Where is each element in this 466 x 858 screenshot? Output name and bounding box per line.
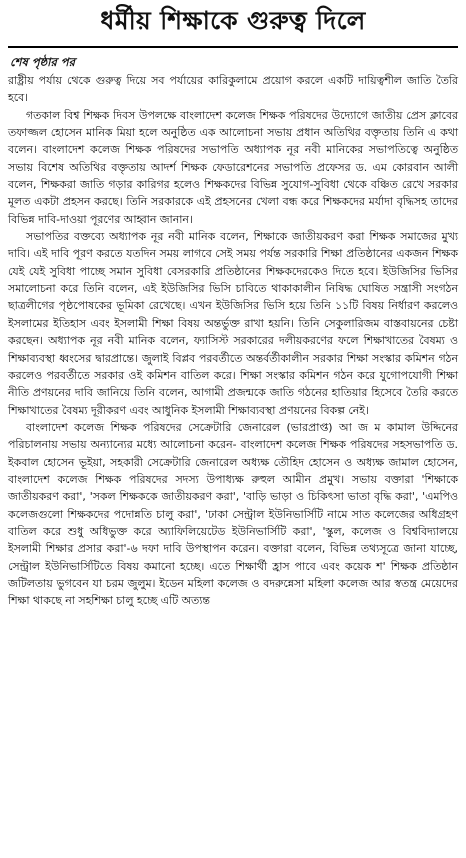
headline-divider xyxy=(8,46,458,48)
paragraph-1: রাষ্ট্রীয় পর্যায় থেকে গুরুত্ব দিয়ে সব পর্যায়ের কারিকুলামে প্রয়োগ করলে একটি দায়িত্বশীল জাতি তৈরি হবে। xyxy=(8,74,458,105)
continuation-label: শেষ পৃষ্ঠার পর xyxy=(10,55,75,69)
paragraph-4: বাংলাদেশ কলেজ শিক্ষক পরিষদের সেক্রেটারি জেনারেল (ভারপ্রাপ্ত) আ জ ম কামাল উদ্দিনের পরিচালনায় সভায় অন্যান্যের মধ্যে আলোচনা করেন- বাংলাদেশ কলেজ শিক্ষক পরিষদের সহসভাপতি ড. ইকবাল হোসেন ভূইয়া, সহকারী সেক্রেটারি জেনারেল অধ্যক্ষ তৌহিদ হোসেন ও অধ্যক্ষ জামাল হোসেন, বাংলাদেশ কলেজ শিক্ষক পরিষদের সদস্য উপাধ্যক্ষ রুহুল আমীন প্রমুখ। সভায় বক্তারা 'শিক্ষাকে জাতীয়করণ করা', 'সকল শিক্ষককে জাতীয়করণ করা', 'বাড়ি ভাড়া ও চিকিৎসা ভাতা বৃদ্ধি করা', 'এমপিও কলেজগুলো শিক্ষকদের পদোন্নতি চালু করা', 'ঢাকা সেন্ট্রাল ইউনিভার্সিটি নামে সাত কলেজের অধিগ্রহণ বাতিল করে শুধু অধিভুক্ত করে অ্যাফিলিয়েটেড ইউনিভার্সিটি করা', 'স্কুল, কলেজ ও বিশ্ববিদ্যালয়ে ইসলামী শিক্ষার প্রসার করা'-৬ দফা দাবি উপস্থাপন করেন। বক্তারা বলেন, বিভিন্ন তথ্যসূত্রে জানা যাচ্ছে, সেন্ট্রাল ইউনিভার্সিটিতে বিষয় কমানো হচ্ছে। এতে শিক্ষার্থী হ্রাস পাবে এবং কয়েক শ' শিক্ষক প্রতিষ্ঠান জটিলতায় ভুগবেন যা চরম জুলুম। ইডেন মহিলা কলেজ ও বদরুন্নেসা মহিলা কলেজ আর স্বতন্ত্র মেয়েদের শিক্ষা থাকছে না সহশিক্ষা চালু হচ্ছে এটি অত্যন্ত xyxy=(8,420,458,608)
article-headline: ধর্মীয় শিক্ষাকে গুরুত্ব দিলে xyxy=(100,6,366,35)
paragraph-3: সভাপতির বক্তব্যে অধ্যাপক নূর নবী মানিক বলেন, শিক্ষাকে জাতীয়করণ করা শিক্ষক সমাজের মুখ্য দাবি। এই দাবি পূরণ করতে যতদিন সময় লাগবে সেই সময় পর্যন্ত সরকারি শিক্ষা প্রতিষ্ঠানের একজন শিক্ষক যেই যেই সুবিধা পাচ্ছে সমান সুবিধা বেসরকারি প্রতিষ্ঠানের শিক্ষকদেরকেও দিতে হবে। ইউজিসির ভিসির সমালোচনা করে তিনি বলেন, এই ইউজিসির ভিসি চাবিতে থাকাকালীন নিষিদ্ধ ঘোষিত সন্ত্রাসী সংগঠন ছাত্রলীগের পৃষ্ঠপোষকের ভূমিকা রেখেছে। এখন ইউজিসির ভিসি হয়ে তিনি ১১টি বিষয় নির্ধারণ করলেও ইসলামের ইতিহাস এবং ইসলামী শিক্ষা বিষয় অন্তর্ভুক্ত রাখা হয়নি। তিনি সেকুলারিজম বাস্তবায়নের চেষ্টা করছেন। অধ্যাপক নূর নবী মানিক বলেন, ফ্যাসিস্ট সরকারের দলীয়করণের ফলে শিক্ষাখাতের বৈষম্য ও শিক্ষাব্যবস্থা ধ্বংসের দ্বারপ্রান্তে। জুলাই বিপ্লব পরবর্তীতে অন্তর্বর্তীকালীন সরকার শিক্ষা সংস্কার কমিশন গঠন করলেও পরবর্তীতে সরকার ওই কমিশন বাতিল করে। শিক্ষা সংস্কার কমিশন গঠন করে যুগোপযোগী শিক্ষা নীতি প্রণয়নের দাবি জানিয়ে তিনি বলেন, আগামী প্রজন্মকে জাতি গঠনের হাতিয়ার হিসেবে তৈরি করতে শিক্ষাখাতের বৈষম্য দূরীকরণ এবং আধুনিক ইসলামী শিক্ষাব্যবস্থা প্রণয়নের বিকল্প নেই। xyxy=(8,230,458,417)
paragraph-2: গতকাল বিশ্ব শিক্ষক দিবস উপলক্ষে বাংলাদেশ কলেজ শিক্ষক পরিষদের উদ্যোগে জাতীয় প্রেস ক্লাবের তফাজ্জল হোসেন মানিক মিয়া হলে অনুষ্ঠিত এক আলোচনা সভায় প্রধান অতিথির বক্তৃতায় তিনি এ কথা বলেন। বাংলাদেশ কলেজ শিক্ষক পরিষদের সভাপতি অধ্যাপক নূর নবী মানিকের সভাপতিত্বে অনুষ্ঠিত সভায় বিশেষ অতিথির বক্তৃতায় আদর্শ শিক্ষক ফেডারেশনের সভাপতি প্রফেসর ড. এম কোরবান আলী বলেন, শিক্ষকরা জাতি গড়ার কারিগর হলেও শিক্ষকদের বিভিন্ন সুযোগ-সুবিধা থেকে বঞ্চিত রেখে সরকার মূলত একটা প্রহসন করছে। তিনি সরকারকে এই প্রহসনের খেলা বন্ধ করে শিক্ষকদের মর্যাদা বৃদ্ধিসহ তাদের বিভিন্ন দাবি-দাওয়া পূরণের আহ্বান জানান। xyxy=(8,108,458,226)
article-body xyxy=(8,72,458,610)
news-article xyxy=(0,6,466,858)
